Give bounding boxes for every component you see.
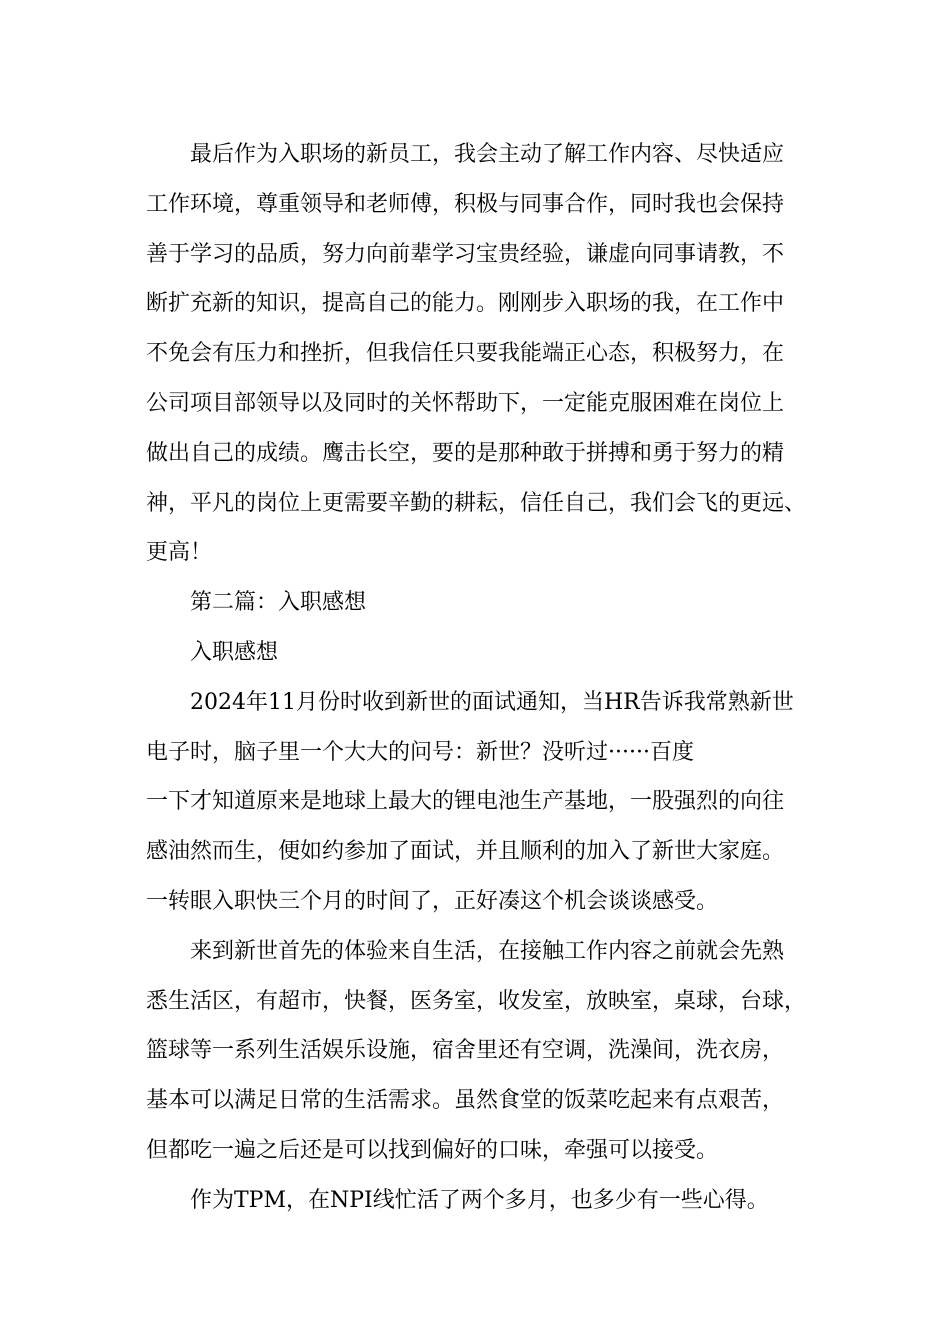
- text-line: 但都吃一遍之后还是可以找到偏好的口味，牵强可以接受。: [146, 1137, 719, 1163]
- text-line: 公司项目部领导以及同时的关怀帮助下，一定能克服困难在岗位上: [146, 390, 785, 416]
- paragraph-life: [146, 927, 818, 1176]
- paragraph-closing: [146, 130, 818, 578]
- text-line: 悉生活区，有超市，快餐，医务室，收发室，放映室，桌球，台球，: [146, 988, 807, 1014]
- document-body: [146, 130, 818, 1226]
- text-line: 电子时，脑子里一个大大的问号：新世？没听过······百度: [146, 739, 694, 765]
- text-line: 2024年11月份时收到新世的面试通知，当HR告诉我常熟新世: [190, 689, 794, 715]
- text-line: 一下才知道原来是地球上最大的锂电池生产基地，一股强烈的向往: [146, 789, 785, 815]
- text-line: 作为TPM，在NPI线忙活了两个多月，也多少有一些心得。: [190, 1187, 769, 1213]
- text-line: 来到新世首先的体验来自生活，在接触工作内容之前就会先熟: [190, 938, 785, 964]
- section-heading: 第二篇：入职感想: [190, 590, 367, 616]
- text-line: 一转眼入职快三个月的时间了，正好凑这个机会谈谈感受。: [146, 888, 719, 914]
- text-line: 断扩充新的知识，提高自己的能力。刚刚步入职场的我，在工作中: [146, 291, 785, 317]
- text-line: 神，平凡的岗位上更需要辛勤的耕耘，信任自己，我们会飞的更远、: [146, 490, 807, 516]
- text-line: 做出自己的成绩。鹰击长空，要的是那种敢于拼搏和勇于努力的精: [146, 440, 785, 466]
- text-line: 工作环境，尊重领导和老师傅，积极与同事合作，同时我也会保持: [146, 191, 785, 217]
- text-line: 最后作为入职场的新员工，我会主动了解工作内容、尽快适应: [190, 142, 785, 167]
- paragraph-tpm: [146, 1176, 818, 1226]
- paragraph-interview: [146, 678, 818, 927]
- text-line: 更高！: [146, 540, 213, 566]
- text-line: 基本可以满足日常的生活需求。虽然食堂的饭菜吃起来有点艰苦，: [146, 1088, 785, 1114]
- article-title: 入职感想: [190, 639, 279, 665]
- text-line: 不免会有压力和挫折，但我信任只要我能端正心态，积极努力，在: [146, 341, 785, 367]
- text-line: 篮球等一系列生活娱乐设施，宿舍里还有空调，洗澡间，洗衣房，: [146, 1038, 785, 1064]
- text-line: 善于学习的品质，努力向前辈学习宝贵经验，谦虚向同事请教，不: [146, 241, 785, 267]
- text-line: 感油然而生，便如约参加了面试，并且顺利的加入了新世大家庭。: [146, 839, 785, 865]
